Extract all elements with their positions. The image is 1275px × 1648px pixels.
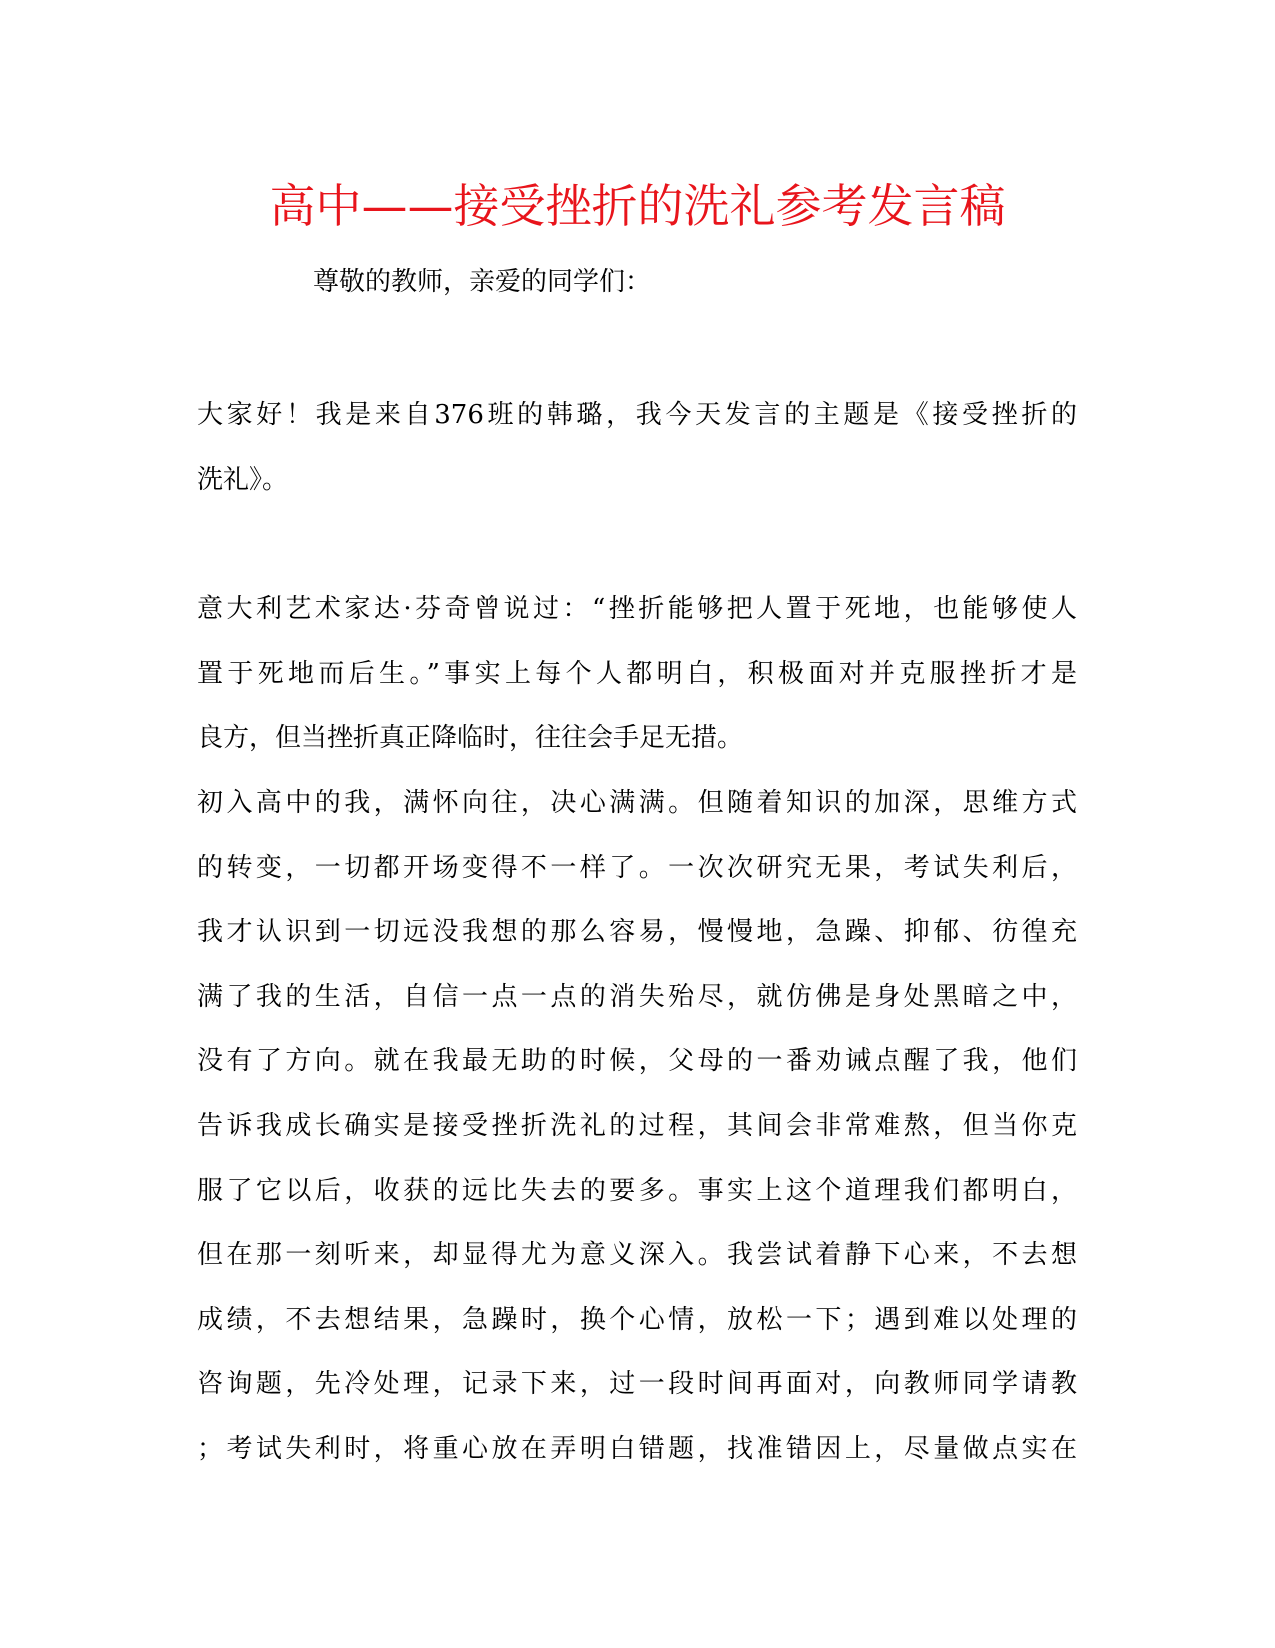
text-line: 成绩，不去想结果，急躁时，换个心情，放松一下；遇到难以处理的 [197,1304,1077,1335]
greeting-line: 尊敬的教师，亲爱的同学们： [313,267,652,297]
text-line: 满了我的生活，自信一点一点的消失殆尽，就仿佛是身处黑暗之中， [197,981,1077,1012]
text-line: 置于死地而后生。”事实上每个人都明白，积极面对并克服挫折才是 [197,658,1077,689]
text-line: 的转变，一切都开场变得不一样了。一次次研究无果，考试失利后， [197,852,1077,883]
text-line: 咨询题，先冷处理，记录下来，过一段时间再面对，向教师同学请教 [197,1369,1077,1400]
paragraph-intro [197,383,1077,512]
text-line: 我才认识到一切远没我想的那么容易，慢慢地，急躁、抑郁、彷徨充 [197,917,1077,948]
text-line: 良方，但当挫折真正降临时，往往会手足无措。 [197,723,744,754]
paragraph-story [197,771,1077,1482]
text-line: 告诉我成长确实是接受挫折洗礼的过程，其间会非常难熬，但当你克 [197,1110,1077,1141]
text-line: 大家好！我是来自376班的韩璐，我今天发言的主题是《接受挫折的 [197,400,1077,430]
document-title: 高中——接受挫折的洗礼参考发言稿 [269,179,1006,233]
text-line: 服了它以后，收获的远比失去的要多。事实上这个道理我们都明白， [197,1175,1077,1206]
paragraph-quote [197,577,1077,771]
text-line: 但在那一刻听来，却显得尤为意义深入。我尝试着静下心来，不去想 [197,1240,1077,1271]
text-line: 没有了方向。就在我最无助的时候，父母的一番劝诫点醒了我，他们 [197,1046,1077,1077]
text-line: ；考试失利时，将重心放在弄明白错题，找准错因上，尽量做点实在 [197,1433,1077,1464]
text-line: 洗礼》。 [197,464,289,495]
text-line: 初入高中的我，满怀向往，决心满满。但随着知识的加深，思维方式 [197,788,1077,818]
text-line: 意大利艺术家达·芬奇曾说过：“挫折能够把人置于死地，也能够使人 [197,594,1077,624]
